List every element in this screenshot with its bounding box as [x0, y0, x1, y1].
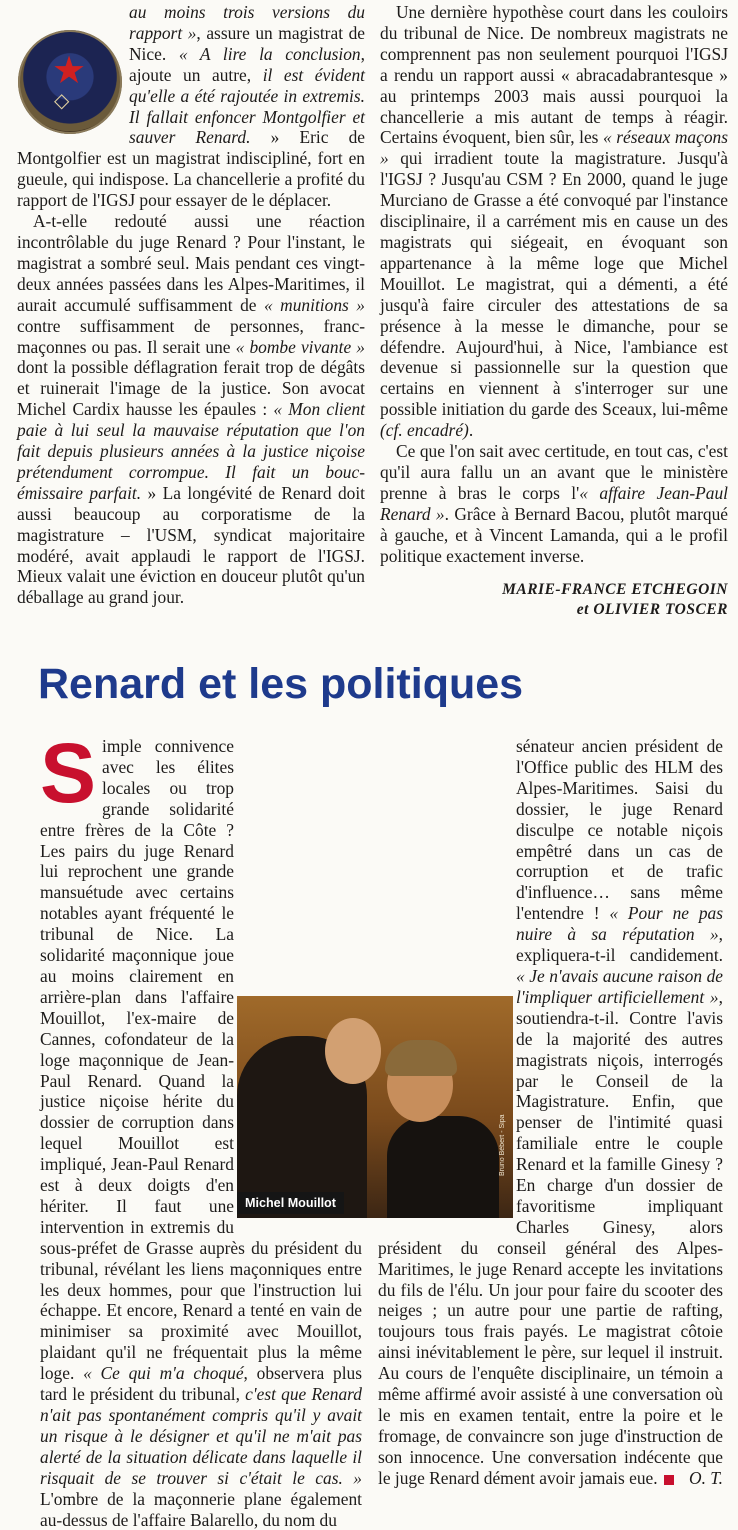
- italic-quote: « bombe vivante »: [235, 336, 365, 357]
- italic-quote: « réseaux maçons »: [380, 127, 728, 169]
- italic-quote: « Je n'avais aucune raison de l'impliquer artificiellement »: [516, 965, 723, 1007]
- photo-hair-right: [385, 1040, 457, 1076]
- photo-head-left: [325, 1018, 381, 1084]
- author-line-2: et OLIVIER TOSCER: [576, 601, 728, 618]
- paragraph: [17, 211, 365, 608]
- italic-quote: « Pour ne pas nuire à sa réputation »: [516, 903, 723, 945]
- text-run: , ajoute un autre,: [129, 43, 365, 85]
- text-run: A-t-elle redouté aussi une réaction incontrôlable du juge Renard ? Pour l'instant, le magistrat a sombré seul. Mais pendant ces vingt-deux années passées dans les Alpes-Maritimes, il aurait accumulé suffisamment de: [17, 211, 365, 315]
- text-run: Ce que l'on sait avec certitude, en tout cas, c'est qu'il aura fallu un an avant que le ministère prenne à bras le corps l': [380, 441, 728, 503]
- italic-quote: au moins trois versions du rapport »: [129, 2, 365, 43]
- text-run: , expliquera-t-il candidement.: [516, 924, 723, 966]
- text-run: , soutiendra-t-il. Contre l'avis de la majorité des autres magistrats niçois, interrogés par le Conseil de la Magistrature. Enfin, que penser de l'intimité quasi familiale entre le couple Renard et la famille Ginesy ? En charge d'un dossier de favoritisme impliquant Charles Ginesy, alors président du conseil général des Alpes-Maritimes, le juge Renard accepte les invitations du fils de l'élu. Un jour pour faire du scooter des neiges ; un autre pour une partie de rafting, toujours tous frais payés. Le magistrat côtoie ainsi inévitablement le père, sur lequel il instruit. Au cours de l'enquête disciplinaire, un témoin a même affirmé avoir assisté à une conversation où le mis en examen tentait, entre la poire et le fromage, de convaincre son juge d'instruction de son innocence. Une conversation indécente que le juge Renard dément avoir jamais eue.: [378, 986, 723, 1488]
- text-run: Une dernière hypothèse court dans les couloirs du tribunal de Nice. De nombreux magistrats ne comprennent pas non seulement pourquoi l'IGSJ a rendu un rapport aussi « abracadabrantesque » au printemps 2003 mais aussi pourquoi la chancellerie a mis autant de temps à réagir. Certains évoquent, bien sûr, les: [380, 2, 728, 148]
- photo-caption: Michel Mouillot: [237, 1192, 344, 1214]
- article-column-left: [17, 2, 365, 608]
- text-run: » Eric de Montgolfier est un magistrat indiscipliné, fort en gueule, qui indispose. La chancellerie a profité du rapport de l'IGSJ pour essayer de le déplacer.: [17, 127, 366, 211]
- square-compass-icon: ◇: [54, 90, 70, 112]
- italic-quote: « munitions »: [263, 294, 365, 315]
- text-run: . Grâce à Bernard Bacou, plutôt marqué à gauche, et à Vincent Lamanda, qui a le profil politique exactement inverse.: [380, 503, 729, 566]
- author-signature: [380, 580, 728, 620]
- author-initials: O. T.: [689, 1467, 723, 1488]
- text-run: contre suffisamment de personnes, franc-maçonnes ou pas. Il serait une: [17, 315, 365, 357]
- photo-credit: Bruno Bébert - Sipa: [499, 1114, 506, 1176]
- drop-cap: S: [40, 726, 97, 820]
- italic-quote: « affaire Jean-Paul Renard »: [380, 482, 728, 524]
- text-run: .: [468, 420, 474, 441]
- photo-figure-right: [387, 1116, 499, 1218]
- text-run: imple connivence avec les élites locales ou trop grande solidarité entre frères de la Côte ? Les pairs du juge Renard lui reprochent une grande mansuétude avec certains notables ayant fréquenté le tribunal de Nice. La solidarité maçonnique joue au moins clairement en arrière-plan dans l'affaire Mouillot, l'ex-maire de Cannes, cofondateur de la loge maçonnique de Jean-Paul Renard. Quand la justice niçoise hérite du dossier de corruption dans lequel Mouillot est impliqué, Jean-Paul Renard est à deux doigts d'en hériter. Il faut une intervention in extremis du sous-préfet de Grasse auprès du président du tribunal, révélant les liens maçonniques entre les deux hommes, pour que l'instruction lui échappe. Et encore, Renard a tenté en vain de minimiser sa proximité avec Mouillot, plaidant qu'il ne fréquentait plus la même loge.: [40, 736, 362, 1384]
- paragraph: [380, 441, 728, 566]
- paragraph: [380, 2, 728, 441]
- end-mark-icon: [664, 1475, 674, 1485]
- italic-quote: « Mon client paie à lui seul la mauvaise réputation que l'on fait depuis plusieurs années à la justice niçoise prétendument corrompue. Il fait un bouc-émissaire parfait.: [17, 399, 365, 503]
- text-run: sénateur ancien président de l'Office public des HLM des Alpes-Maritimes. Saisi du dossier, le juge Renard disculpe ce notable niçois empêtré dans un cas de corruption et de trafic d'influence… sans même l'entendre !: [516, 736, 723, 924]
- text-run: , observera plus tard le président du tribunal,: [40, 1363, 362, 1405]
- sidebar-headline: Renard et les politiques: [38, 660, 524, 708]
- italic-quote: (cf. encadré): [380, 420, 469, 441]
- star-icon: ★: [52, 50, 87, 92]
- text-run: , assure un magistrat de Nice.: [129, 22, 366, 64]
- emblem-wrap-space: [17, 2, 129, 140]
- photo-michel-mouillot: [237, 996, 513, 1218]
- italic-quote: c'est que Renard n'ait pas spontanément compris qu'il y avait un risque à le désigner et qu'il ne m'ait pas alerté de la situation délicate dans laquelle il risquait de se trouver si c'était le cas. »: [40, 1384, 362, 1488]
- italic-quote: « A lire la conclusion: [178, 43, 361, 64]
- article-right-text: [380, 2, 728, 566]
- italic-quote: il est évident qu'elle a été rajoutée in extremis. Il fallait enfoncer Montgolfier et sauver Renard.: [129, 64, 366, 148]
- text-run: dont la possible déflagration ferait trop de dégâts et ruinerait l'image de la justice. Son avocat Michel Cardix hausse les épaules :: [17, 357, 365, 420]
- text-run: » La longévité de Renard doit aussi beaucoup au corporatisme de la magistrature – l'USM, syndicat majoritaire modéré, avait applaudi le rapport de l'IGSJ. Mieux valait une éviction en douceur plutôt qu'un déballage au grand jour.: [17, 482, 365, 608]
- italic-quote: « Ce qui m'a choqué: [83, 1363, 244, 1384]
- author-line-1: MARIE-FRANCE ETCHEGOIN: [502, 581, 728, 598]
- text-run: qui irradient toute la magistrature. Jusqu'à l'IGSJ ? Jusqu'au CSM ? En 2000, quand le juge Murciano de Grasse a été convoqué par l'instance disciplinaire, il a carrément mis en cause un des magistrats qui siégeait, en évoquant son appartenance à la même loge que Michel Mouillot. Le magistrat, qui a démenti, a été jusqu'à faire circuler des attestations de sa présence à la messe le dimanche, pour se défendre. Aujourd'hui, à Nice, l'ambiance est devenue si passionnelle sur la question que certains en viennent à s'interroger sur une possible initiation du garde des Sceaux, lui-même: [380, 148, 728, 420]
- article-column-right: [380, 2, 728, 566]
- text-run: L'ombre de la maçonnerie plane également au-dessus de l'affaire Balarello, du nom du: [40, 1488, 362, 1530]
